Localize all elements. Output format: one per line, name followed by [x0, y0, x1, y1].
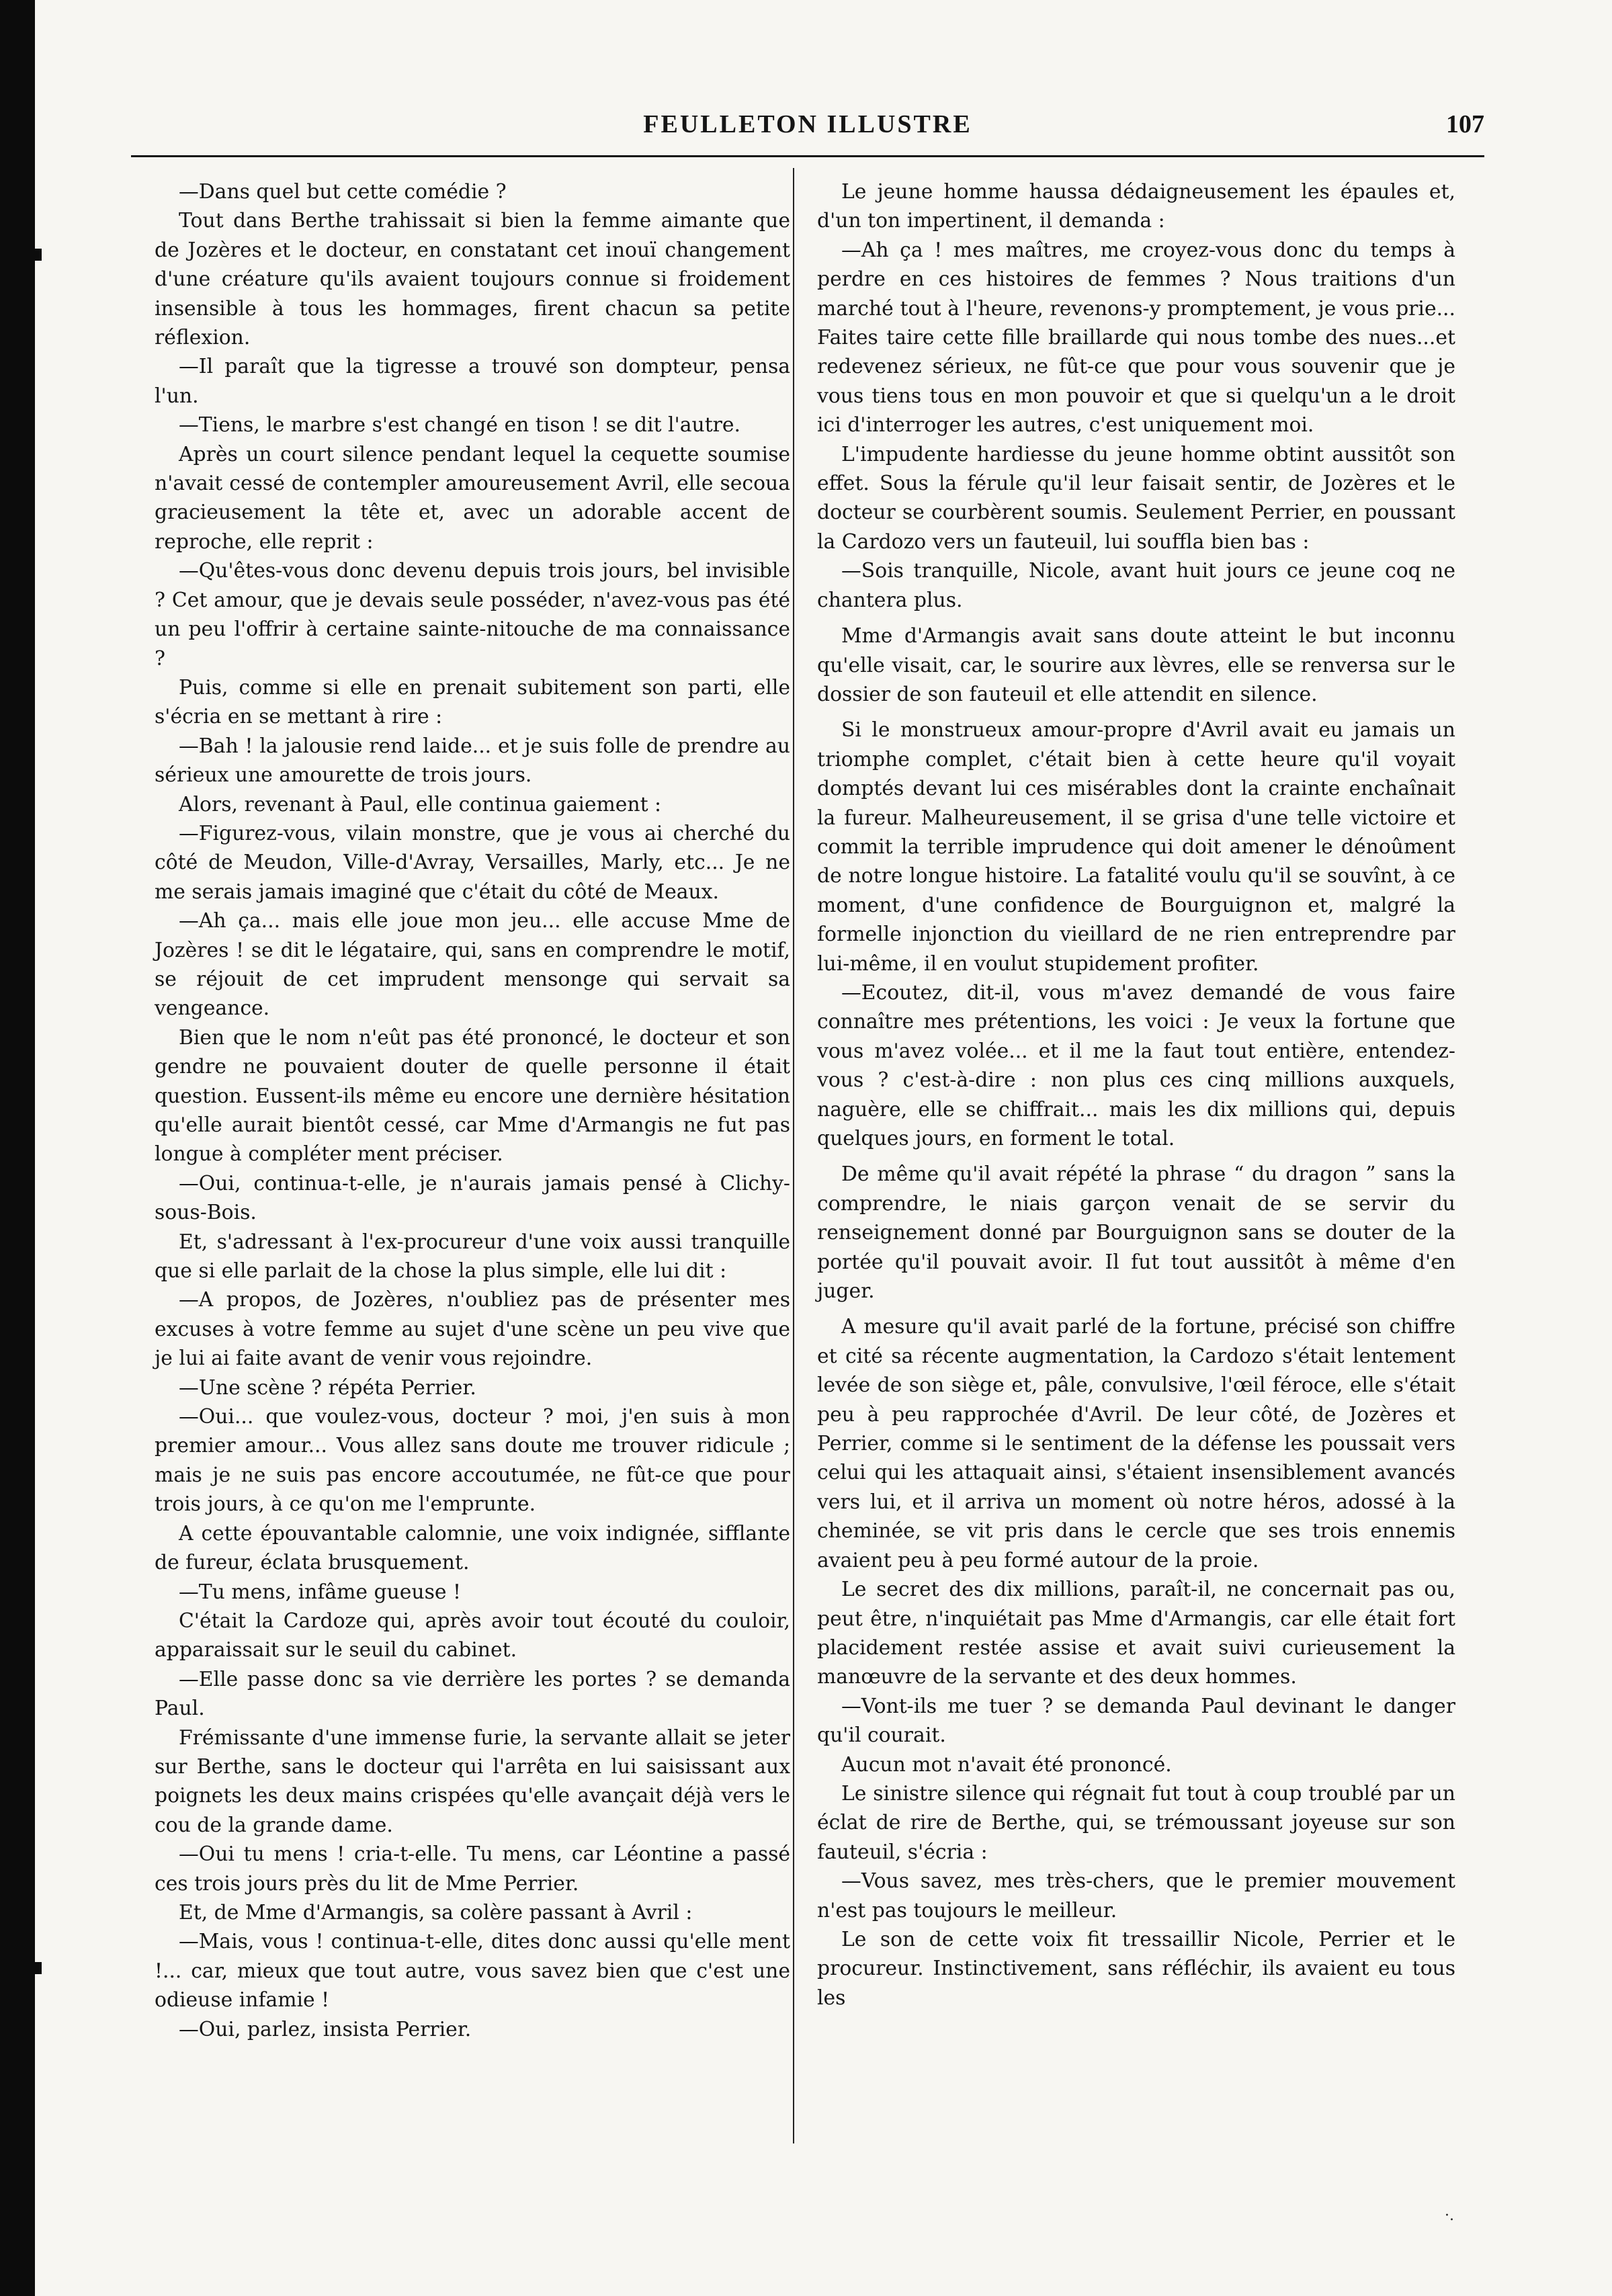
- scan-binding-edge: [0, 0, 35, 2296]
- paragraph: —Une scène ? répéta Perrier.: [179, 1375, 476, 1400]
- paragraph: —Il paraît que la tigresse a trouvé son dompteur, pensa l'un.: [155, 355, 790, 408]
- paragraph: Puis, comme si elle en prenait subitement son parti, elle s'écria en se mettant à rire :: [155, 675, 790, 729]
- paragraph: Le secret des dix millions, paraît-il, ne concernait pas ou, peut être, n'inquiétait pas Mme d'Armangis, car elle était fort placidement restée assise et avait suivi curieusement la manœuvre de la servante et des deux hommes.: [817, 1578, 1455, 1689]
- page-number: 107: [1446, 110, 1484, 138]
- column-divider: [793, 168, 794, 2143]
- paragraph: Le son de cette voix fit tressaillir Nicole, Perrier et le procureur. Instinctivement, sans réfléchir, ils avaient eu tous les: [817, 1927, 1455, 2010]
- paragraph: —Ecoutez, dit-il, vous m'avez demandé de vous faire connaître mes prétentions, les voici : Je veux la fortune que vous m'avez volée... et il me la faut tout entière, entendez-vous ? c'est-à-dire : non plus ces cinq millions auxquels, naguère, elle se chiffrait... mais les dix millions qui, depuis quelques jours, en forment le total.: [817, 980, 1455, 1150]
- paragraph: Bien que le nom n'eût pas été prononcé, le docteur et son gendre ne pouvaient douter de quelle personne il était question. Eussent-ils même eu encore une dernière hésitation qu'elle aurait bientôt cessé, car Mme d'Armangis ne fut pas longue à compléter ment préciser.: [155, 1025, 790, 1166]
- paragraph: A cette épouvantable calomnie, une voix indignée, sifflante de fureur, éclata brusquement.: [155, 1521, 790, 1575]
- paragraph: —Vous savez, mes très-chers, que le premier mouvement n'est pas toujours le meilleur.: [817, 1869, 1455, 1922]
- paragraph: Mme d'Armangis avait sans doute atteint le but inconnu qu'elle visait, car, le sourire aux lèvres, elle se renversa sur le dossier de son fauteuil et elle attendit en silence.: [817, 624, 1455, 706]
- paragraph: A mesure qu'il avait parlé de la fortune, précisé son chiffre et cité sa récente augmentation, la Cardozo s'était lentement levée de son siège et, pâle, convulsive, l'œil féroce, elle s'était peu à peu rapprochée d'Avril. De leur côté, de Jozères et Perrier, comme si le sentiment de la défense les poussait vers celui qui les attaquait ainsi, s'étaient insensiblement avancés vers lui, et il arriva un moment où notre héros, adossé à la cheminée, se vit pris dans le cercle que ses trois ennemis avaient peu à peu formé autour de la proie.: [817, 1315, 1455, 1572]
- paragraph: C'était la Cardoze qui, après avoir tout écouté du couloir, apparaissait sur le seuil du cabinet.: [155, 1609, 790, 1662]
- paragraph: —Sois tranquille, Nicole, avant huit jours ce jeune coq ne chantera plus.: [817, 559, 1455, 612]
- paragraph: Tout dans Berthe trahissait si bien la femme aimante que de Jozères et le docteur, en constatant cet inouï changement d'une créature qu'ils avaient toujours connue si froidement insensible à tous les hommages, firent chacun sa petite réflexion.: [155, 209, 790, 350]
- paragraph: —Oui... que voulez-vous, docteur ? moi, j'en suis à mon premier amour... Vous allez sans doute me trouver ridicule ; mais je ne suis pas encore accoutumée, ne fût-ce que pour trois jours, à ce qu'on me l'emprunte.: [155, 1405, 790, 1517]
- paragraph: —Tiens, le marbre s'est changé en tison ! se dit l'autre.: [179, 413, 741, 437]
- running-title: FEULLETON ILLUSTRE: [643, 110, 972, 138]
- paragraph: —Oui, parlez, insista Perrier.: [179, 2017, 472, 2041]
- paragraph: Aucun mot n'avait été prononcé.: [841, 1752, 1172, 1777]
- paragraph: —Ah ça... mais elle joue mon jeu... elle accuse Mme de Jozères ! se dit le légataire, qui, sans en comprendre le motif, se réjouit de cet imprudent mensonge qui servait sa vengeance.: [155, 909, 790, 1021]
- left-column: [155, 177, 790, 2044]
- paragraph: Frémissante d'une immense furie, la servante allait se jeter sur Berthe, sans le docteur qui l'arrêta en lui saisissant aux poignets les deux mains crispées qu'elle avançait déjà vers le cou de la grande dame.: [155, 1726, 790, 1837]
- paragraph: —Oui tu mens ! cria-t-elle. Tu mens, car Léontine a passé ces trois jours près du lit de Mme Perrier.: [155, 1842, 790, 1896]
- binding-mark: [35, 249, 42, 261]
- paragraph: —Qu'êtes-vous donc devenu depuis trois jours, bel invisible ? Cet amour, que je devais seule posséder, n'avez-vous pas été un peu l'offrir à certaine sainte-nitouche de ma connaissance ?: [155, 559, 790, 671]
- paragraph: Le sinistre silence qui régnait fut tout à coup troublé par un éclat de rire de Berthe, qui, se trémoussant joyeuse sur son fauteuil, s'écria :: [817, 1781, 1455, 1864]
- scan-speck: ·.: [1445, 2207, 1454, 2224]
- paragraph: —Mais, vous ! continua-t-elle, dites donc aussi qu'elle ment !... car, mieux que tout autre, vous savez bien que c'est une odieuse infamie !: [155, 1930, 790, 2012]
- paragraph: —Elle passe donc sa vie derrière les portes ? se demanda Paul.: [155, 1667, 790, 1721]
- paragraph: —Dans quel but cette comédie ?: [179, 180, 507, 204]
- paragraph: —Tu mens, infâme gueuse !: [179, 1580, 461, 1604]
- running-header: [131, 110, 1484, 157]
- paragraph: —A propos, de Jozères, n'oubliez pas de présenter mes excuses à votre femme au sujet d'une scène un peu vive que je lui ai faite avant de venir vous rejoindre.: [155, 1288, 790, 1371]
- paragraph: Si le monstrueux amour-propre d'Avril avait eu jamais un triomphe complet, c'était bien à cette heure qu'il voyait domptés devant lui ces misérables dont la crainte enchaînait la fureur. Malheureusement, il se grisa d'une telle victoire et commit la terrible imprudence qui doit amener le dénoûment de notre longue histoire. La fatalité voulu qu'il se souvînt, à ce moment, d'une confidence de Bourguignon et, malgré la formelle injonction du vieillard de ne rien entreprendre par lui-même, il en voulut stupidement profiter.: [817, 718, 1455, 976]
- header-rule: [131, 155, 1484, 157]
- paragraph: —Bah ! la jalousie rend laide... et je suis folle de prendre au sérieux une amourette de trois jours.: [155, 734, 790, 788]
- paragraph: De même qu'il avait répété la phrase “ du dragon ” sans la comprendre, le niais garçon venait de se servir du renseignement donné par Bourguignon sans se douter de la portée qu'il pouvait avoir. Il fut tout aussitôt à même d'en juger.: [817, 1162, 1455, 1304]
- paragraph: Et, s'adressant à l'ex-procureur d'une voix aussi tranquille que si elle parlait de la chose la plus simple, elle lui dit :: [155, 1230, 790, 1283]
- right-column: [817, 177, 1455, 2012]
- binding-mark: [35, 1962, 42, 1974]
- paragraph: L'impudente hardiesse du jeune homme obtint aussitôt son effet. Sous la férule qu'il leur faisait sentir, de Jozères et le docteur se courbèrent soumis. Seulement Perrier, en poussant la Cardozo vers un fauteuil, lui souffla bien bas :: [817, 442, 1455, 554]
- paragraph: —Oui, continua-t-elle, je n'aurais jamais pensé à Clichy-sous-Bois.: [155, 1171, 790, 1225]
- paragraph: —Vont-ils me tuer ? se demanda Paul devinant le danger qu'il courait.: [817, 1694, 1455, 1748]
- paragraph: —Figurez-vous, vilain monstre, que je vous ai cherché du côté de Meudon, Ville-d'Avray, Versailles, Marly, etc... Je ne me serais jamais imaginé que c'était du côté de Meaux.: [155, 821, 790, 904]
- paragraph: Le jeune homme haussa dédaigneusement les épaules et, d'un ton impertinent, il demanda :: [817, 180, 1455, 233]
- paragraph: Après un court silence pendant lequel la cequette soumise n'avait cessé de contempler amoureusement Avril, elle secoua gracieusement la tête et, avec un adorable accent de reproche, elle reprit :: [155, 442, 790, 554]
- paragraph: —Ah ça ! mes maîtres, me croyez-vous donc du temps à perdre en ces histoires de femmes ? Nous traitions d'un marché tout à l'heure, revenons-y promptement, je vous prie... Faites taire cette fille braillarde qui nous tombe des nues...et redevenez sérieux, ne fût-ce que pour vous souvenir que je vous tiens tous en mon pouvoir et que si quelqu'un a le droit ici d'interroger les autres, c'est uniquement moi.: [817, 238, 1455, 437]
- paragraph: Et, de Mme d'Armangis, sa colère passant à Avril :: [179, 1900, 693, 1924]
- paragraph: Alors, revenant à Paul, elle continua gaiement :: [179, 792, 662, 816]
